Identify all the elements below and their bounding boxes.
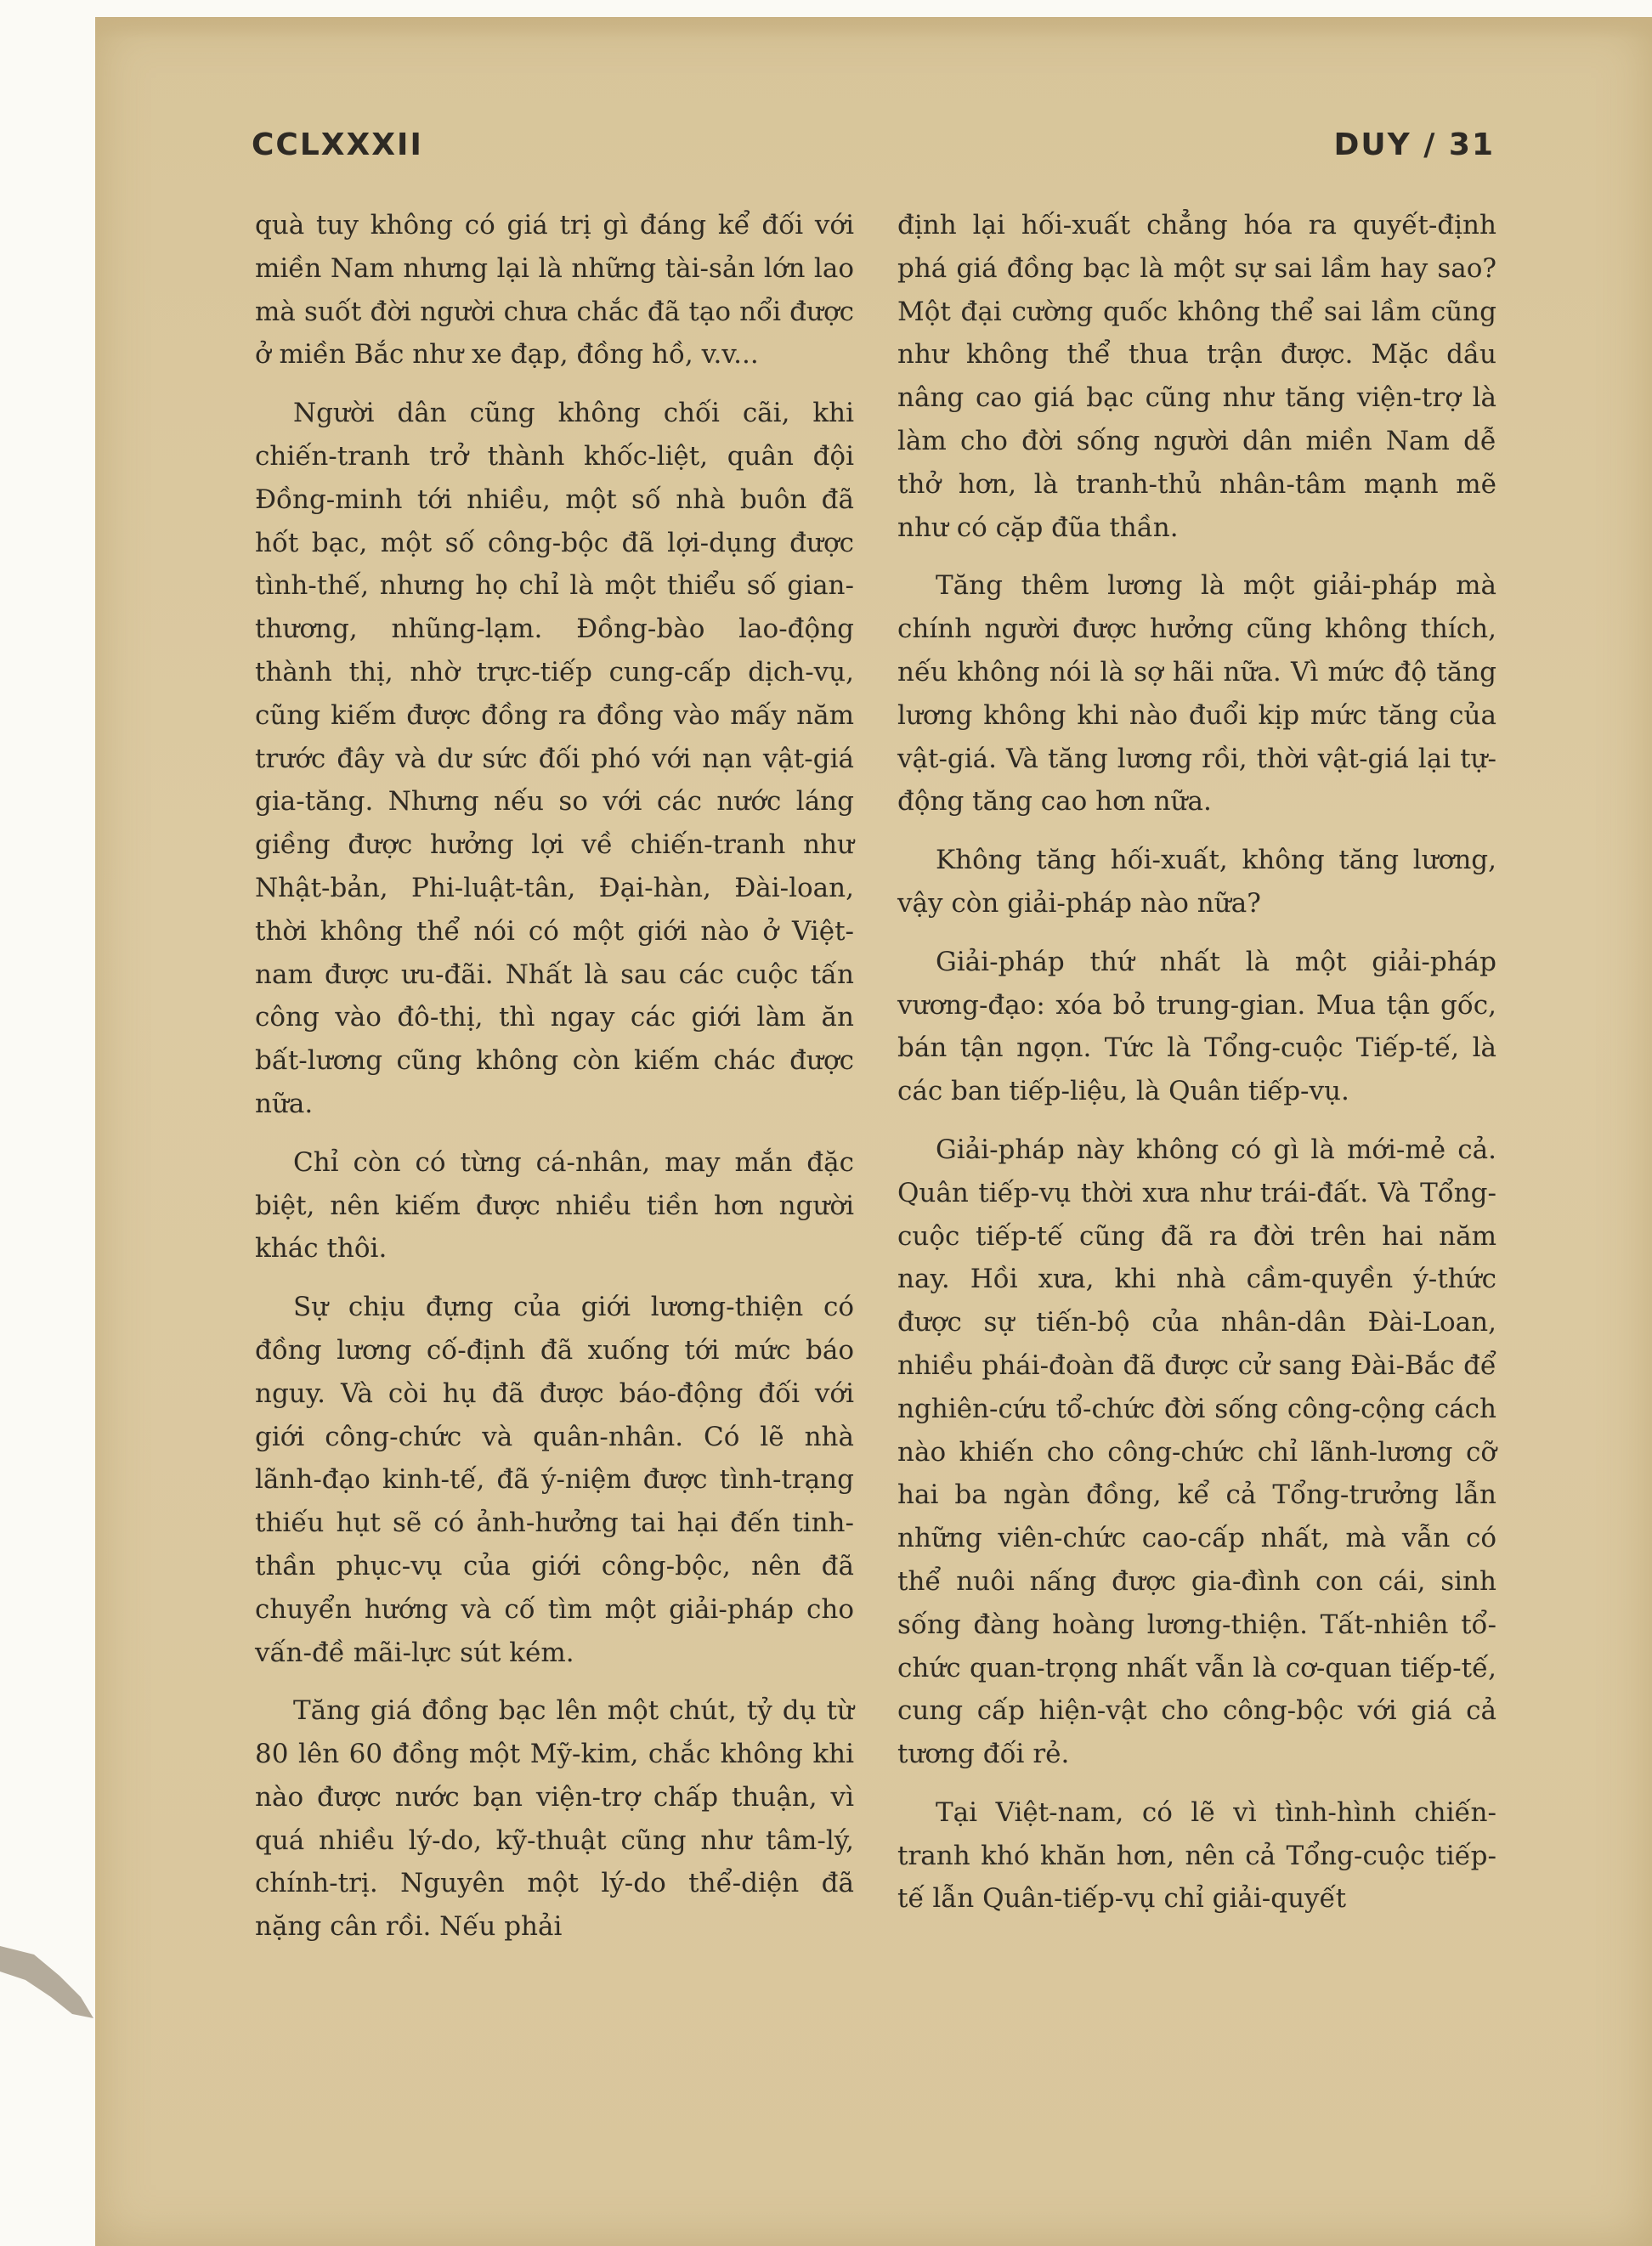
left-column bbox=[255, 204, 854, 1964]
journal-page-number: DUY / 31 bbox=[1333, 127, 1495, 162]
paragraph: Giải-pháp này không có gì là mới-mẻ cả. Quân tiếp-vụ thời xưa như trái-đất. Và Tổng-cuộc tiếp-tế cũng đã ra đời trên hai năm nay. Hồi xưa, khi nhà cầm-quyền ý-thức được sự tiến-bộ của nhân-dân Đài-Loan, nhiều phái-đoàn đã được cử sang Đài-Bắc để nghiên-cứu tổ-chức đời sống công-cộng cách nào khiến cho công-chức chỉ lãnh-lương cỡ hai ba ngàn đồng, kể cả Tổng-trưởng lẫn những viên-chức cao-cấp nhất, mà vẫn có thể nuôi nấng được gia-đình con cái, sinh sống đàng hoàng lương-thiện. Tất-nhiên tổ-chức quan-trọng nhất vẫn là cơ-quan tiếp-tế, cung cấp hiện-vật cho công-bộc với giá cả tương đối rẻ. bbox=[897, 1134, 1496, 1770]
paragraph: quà tuy không có giá trị gì đáng kể đối với miền Nam nhưng lại là những tài-sản lớn lao mà suốt đời người chưa chắc đã tạo nổi được ở miền Bắc như xe đạp, đồng hồ, v.v... bbox=[255, 210, 854, 371]
paragraph: Giải-pháp thứ nhất là một giải-pháp vương-đạo: xóa bỏ trung-gian. Mua tận gốc, bán tận ngọn. Tức là Tổng-cuộc Tiếp-tế, là các ban tiếp-liệu, là Quân tiếp-vụ. bbox=[897, 946, 1496, 1107]
paragraph: Tại Việt-nam, có lẽ vì tình-hình chiến-tranh khó khăn hơn, nên cả Tổng-cuộc tiếp-tế lẫn Quân-tiếp-vụ chỉ giải-quyết bbox=[897, 1796, 1496, 1915]
torn-edge-decoration bbox=[0, 1938, 110, 2031]
paragraph: Người dân cũng không chối cãi, khi chiến-tranh trở thành khốc-liệt, quân đội Đồng-minh tới nhiều, một số nhà buôn đã hốt bạc, một số công-bộc đã lợi-dụng được tình-thế, nhưng họ chỉ là một thiểu số gian-thương, nhũng-lạm. Đồng-bào lao-động thành thị, nhờ trực-tiếp cung-cấp dịch-vụ, cũng kiếm được đồng ra đồng vào mấy năm trước đây và dư sức đối phó với nạn vật-giá gia-tăng. Nhưng nếu so với các nước láng giềng được hưởng lợi về chiến-tranh như Nhật-bản, Phi-luật-tân, Đại-hàn, Đài-loan, thời không thể nói có một giới nào ở Việt-nam được ưu-đãi. Nhất là sau các cuộc tấn công vào đô-thị, thì ngay các giới làm ăn bất-lương cũng không còn kiếm chác được nữa. bbox=[255, 398, 854, 1119]
paragraph: Không tăng hối-xuất, không tăng lương, vậy còn giải-pháp nào nữa? bbox=[897, 845, 1496, 919]
paragraph: Chỉ còn có từng cá-nhân, may mắn đặc biệt, nên kiếm được nhiều tiền hơn người khác thôi. bbox=[255, 1146, 854, 1264]
right-column bbox=[897, 204, 1496, 1936]
paragraph: Tăng thêm lương là một giải-pháp mà chính người được hưởng cũng không thích, nếu không nói là sợ hãi nữa. Vì mức độ tăng lương không khi nào đuổi kịp mức tăng của vật-giá. Và tăng lương rồi, thời vật-giá lại tự-động tăng cao hơn nữa. bbox=[897, 570, 1496, 817]
issue-number: CCLXXXII bbox=[252, 127, 423, 162]
paragraph: Sự chịu đựng của giới lương-thiện có đồng lương cố-định đã xuống tới mức báo nguy. Và còi hụ đã được báo-động đối với giới công-chức và quân-nhân. Có lẽ nhà lãnh-đạo kinh-tế, đã ý-niệm được tình-trạng thiếu hụt sẽ có ảnh-hưởng tai hại đến tinh-thần phục-vụ của giới công-bộc, nên đã chuyển hướng và cố tìm một giải-pháp cho vấn-đề mãi-lực sút kém. bbox=[255, 1292, 854, 1668]
page-header bbox=[252, 127, 1495, 178]
paragraph: định lại hối-xuất chẳng hóa ra quyết-định phá giá đồng bạc là một sự sai lầm hay sao? Một đại cường quốc không thể sai lầm cũng như không thể thua trận được. Mặc dầu nâng cao giá bạc cũng như tăng viện-trợ là làm cho đời sống người dân miền Nam dễ thở hơn, là tranh-thủ nhân-tâm mạnh mẽ như có cặp đũa thần. bbox=[897, 210, 1496, 543]
paragraph: Tăng giá đồng bạc lên một chút, tỷ dụ từ 80 lên 60 đồng một Mỹ-kim, chắc không khi nào được nước bạn viện-trợ chấp thuận, vì quá nhiều lý-do, kỹ-thuật cũng như tâm-lý, chính-trị. Nguyên một lý-do thể-diện đã nặng cân rồi. Nếu phải bbox=[255, 1695, 854, 1943]
